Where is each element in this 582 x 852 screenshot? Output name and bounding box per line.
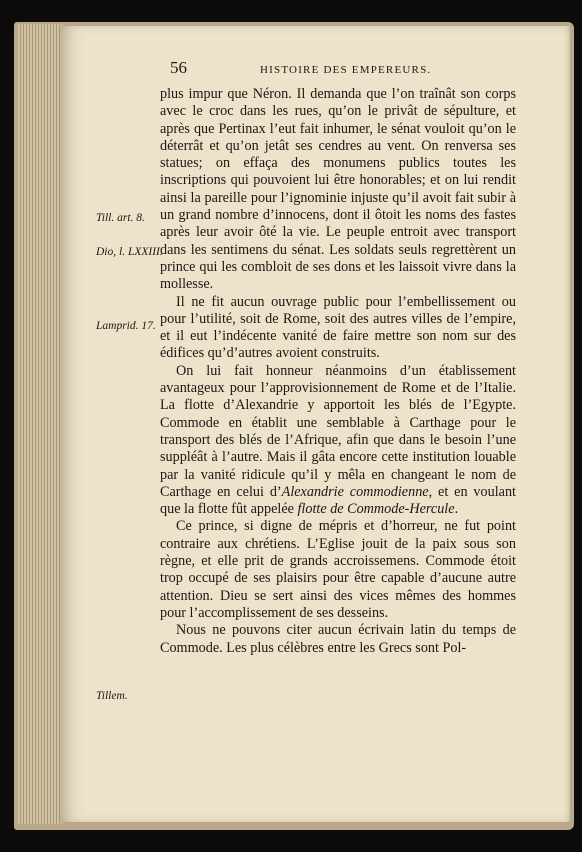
margin-note: Till. art. 8.	[96, 212, 145, 224]
text-segment: , et en voulant que la flotte fût appelée	[160, 483, 516, 518]
text-segment: Il ne fit aucun ouvrage public pour l’embellissement ou pour l’utilité, soit de Rome, soit des autres villes de l’empire, et il eut l’indécente vanité de faire mettre son nom sur des édifices qu’d’autres avoient construits.	[160, 293, 516, 362]
paragraph	[160, 294, 516, 363]
body-text	[160, 86, 516, 657]
margin-note: Lamprid. 17.	[96, 320, 156, 332]
paragraph	[160, 622, 516, 657]
paragraph	[160, 363, 516, 519]
italic-phrase: flotte de Commode-Hercule	[297, 501, 455, 518]
text-segment: plus impur que Néron. Il demanda que l’on traînât son corps avec le croc dans les rues, qu’on le privât de sépulture, et après que Pertinax l’eut fait inhumer, le sénat vouloit qu’on le déterrât et qu’on jetât ses cendres au vent. On renversa ses statues; on effaça des monumens publics toutes les inscriptions qui pouvoient lui être honorables; et on lui rendit ainsi la pareille pour l’ignominie injuste qu’il avoit fait subir à un grand nombre d’innocens, dont il ôtoit les noms des fastes après leur avoir ôté la vie. Le peuple entroit avec transport dans les sentimens du sénat. Les soldats seuls regrettèrent un prince qui les combloit de ses dons et les laissoit vivre dans la mollesse.	[160, 86, 516, 293]
page-number: 56	[170, 58, 187, 77]
italic-phrase: Alexandrie commodienne	[281, 483, 429, 500]
page-header	[170, 58, 510, 80]
page-stack-edges	[18, 24, 64, 824]
paragraph	[160, 518, 516, 622]
text-segment: .	[454, 501, 459, 518]
running-head: HISTOIRE DES EMPEREURS.	[260, 64, 432, 76]
margin-note: Dio, l. LXXIII.	[96, 246, 163, 258]
paragraph	[160, 86, 516, 294]
margin-note: Tillem.	[96, 690, 128, 702]
text-segment: On lui fait honneur néanmoins d’un établissement avantageux pour l’approvisionnement de Rome et de l’Italie. La flotte d’Alexandrie y apportoit les blés de l’Egypte. Commode en établit une semblable à Carthage pour le transport des blés de l’Afrique, afin que dans le besoin l’une suppléât à l’autre. Mais il gâta encore cette institution louable par la vanité ridicule qu’il y mêla en changeant le nom de Carthage en celui d’	[160, 362, 516, 500]
text-segment: Nous ne pouvons citer aucun écrivain latin du temps de Commode. Les plus célèbres entre les Grecs sont Pol-	[160, 622, 516, 656]
text-segment: Ce prince, si digne de mépris et d’horreur, ne fut point contraire aux chrétiens. L’Eglise jouit de la paix sous son règne, et elle prit de grands accroissemens. Commode étoit trop occupé de ses plaisirs pour être capable d’aucune autre attention. Dieu se sert ainsi des vices mêmes des hommes pour l’accomplissement de ses desseins.	[160, 518, 516, 621]
